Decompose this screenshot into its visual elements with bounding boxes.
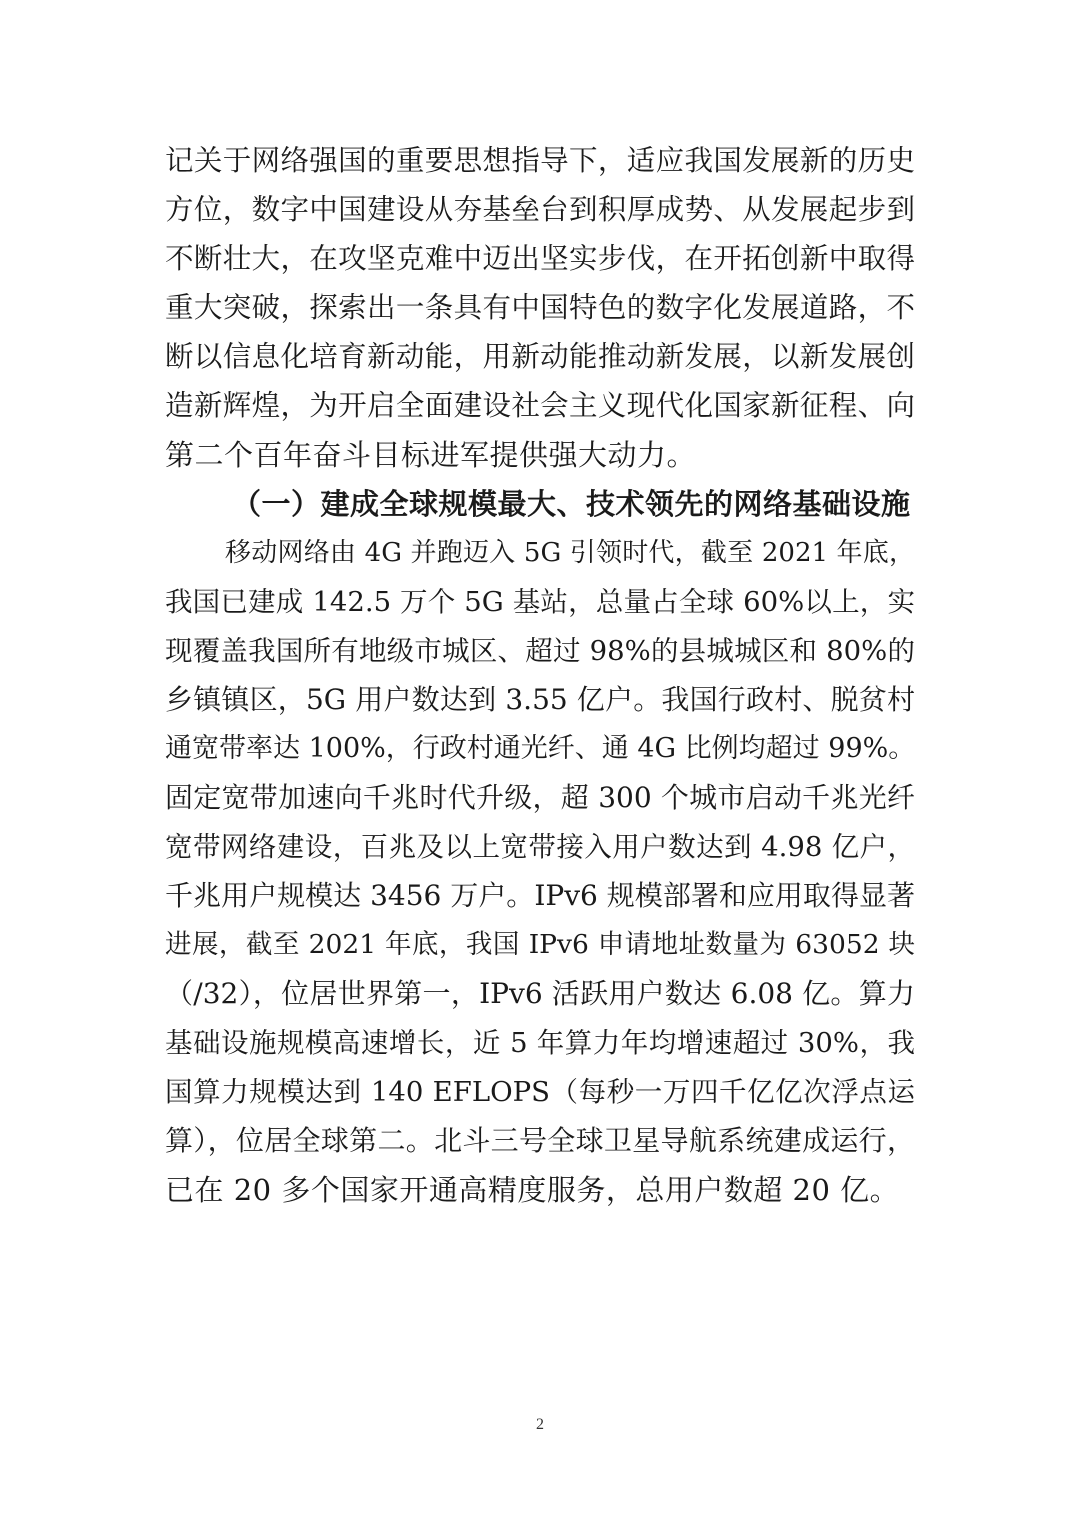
paragraph-line: 移动网络由 4G 并跑迈入 5G 引领时代，截至 2021 年底，: [225, 538, 915, 568]
paragraph-line: 我国已建成 142.5 万个 5G 基站，总量占全球 60%以上，实: [165, 586, 915, 618]
paragraph-line: 基础设施规模高速增长，近 5 年算力年均增速超过 30%，我: [165, 1027, 915, 1059]
paragraph-line: 算），位居全球第二。北斗三号全球卫星导航系统建成运行，: [165, 1124, 915, 1157]
paragraph-line: 通宽带率达 100%，行政村通光纤、通 4G 比例均超过 99%。: [165, 733, 916, 764]
paragraph-line: 进展，截至 2021 年底，我国 IPv6 申请地址数量为 63052 块: [165, 929, 915, 960]
paragraph-line: 方位，数字中国建设从夯基垒台到积厚成势、从发展起步到: [165, 193, 915, 226]
paragraph-line: 造新辉煌，为开启全面建设社会主义现代化国家新征程、向: [165, 389, 915, 422]
paragraph-line: （/32），位居世界第一，IPv6 活跃用户数达 6.08 亿。算力: [165, 977, 915, 1010]
paragraph-line: 第二个百年奋斗目标进军提供强大动力。: [165, 438, 697, 472]
page-number: 2: [536, 1416, 544, 1433]
paragraph-line: 千兆用户规模达 3456 万户。IPv6 规模部署和应用取得显著: [165, 879, 915, 912]
paragraph-line: 记关于网络强国的重要思想指导下，适应我国发展新的历史: [165, 144, 915, 177]
paragraph-line: 乡镇镇区，5G 用户数达到 3.55 亿户。我国行政村、脱贫村: [165, 683, 915, 716]
paragraph-line: 现覆盖我国所有地级市城区、超过 98%的县城城区和 80%的: [165, 635, 915, 667]
paragraph-line: 重大突破，探索出一条具有中国特色的数字化发展道路，不: [165, 291, 915, 324]
paragraph-line: 固定宽带加速向千兆时代升级，超 300 个城市启动千兆光纤: [165, 781, 915, 814]
paragraph-line: 国算力规模达到 140 EFLOPS（每秒一万四千亿亿次浮点运: [165, 1076, 915, 1108]
section-heading: （一）建成全球规模最大、技术领先的网络基础设施: [232, 487, 911, 521]
paragraph-line: 断以信息化培育新动能，用新动能推动新发展，以新发展创: [165, 340, 915, 373]
paragraph-line: 已在 20 多个国家开通高精度服务，总用户数超 20 亿。: [165, 1173, 900, 1207]
paragraph-line: 不断壮大，在攻坚克难中迈出坚实步伐，在开拓创新中取得: [165, 242, 915, 275]
paragraph-line: 宽带网络建设，百兆及以上宽带接入用户数达到 4.98 亿户，: [165, 831, 915, 863]
